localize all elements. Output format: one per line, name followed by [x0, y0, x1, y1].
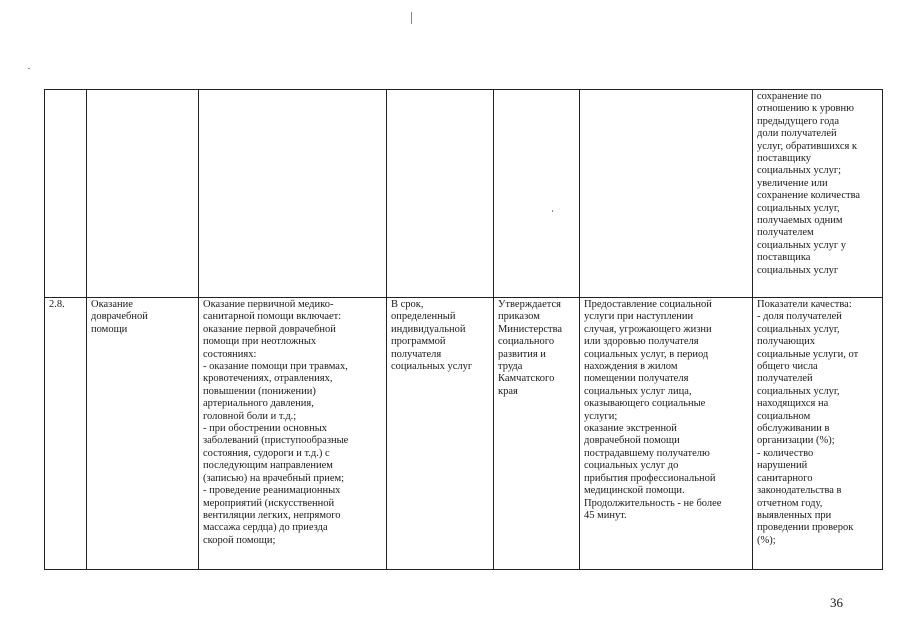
cell-description: Оказание первичной медико- санитарной помощи включает: оказание первой доврачебной помощи при неотложных состояниях: - оказание помощи при травмах, кровотечениях, отравлениях, повышении (понижении) артериального давления, головной боли и т.д.; - при обострении основных заболеваний (приступообразные состояния, судороги и т.д.) с последующим направлением (записью) на врачебный прием; - проведение реанимационных мероприятий (искусственной вентиляции легких, непрямого массажа сердца) до приезда скорой помощи; [199, 298, 387, 570]
cell-term [387, 90, 494, 298]
cell-conditions: Предоставление социальной услуги при наступлении случая, угрожающего жизни или здоровью получателя социальных услуг, в период нахождения в жилом помещении получателя социальных услуг лица, оказывающего социальные услуги; оказание экстренной доврачебной помощи пострадавшему получателю социальных услуг до прибытия профессиональной медицинской помощи. Продолжительность - не более 45 минут. [580, 298, 753, 570]
cell-tariff: Утверждается приказом Министерства социального развития и труда Камчатского края [494, 298, 580, 570]
page-number: 36 [830, 595, 843, 610]
scan-speck [28, 68, 30, 69]
cell-name: Оказание доврачебной помощи [87, 298, 199, 570]
table-row [45, 90, 883, 298]
table-row [45, 298, 883, 570]
cell-description [199, 90, 387, 298]
cell-quality: сохранение по отношению к уровню предыдущего года доли получателей услуг, обратившихся к поставщику социальных услуг; увеличение или сохранение количества социальных услуг, получаемых одним получателем социальных услуг у поставщика социальных услуг [753, 90, 883, 298]
scan-speck [411, 12, 412, 24]
cell-num: 2.8. [45, 298, 87, 570]
cell-quality: Показатели качества: - доля получателей социальных услуг, получающих социальные услуги, от общего числа получателей социальных услуг, находящихся на социальном обслуживании в организации (%); - количество нарушений санитарного законодательства в отчетном году, выявленных при проведении проверок (%); [753, 298, 883, 570]
services-table [44, 89, 883, 570]
cell-num [45, 90, 87, 298]
cell-name [87, 90, 199, 298]
cell-tariff [494, 90, 580, 298]
cell-term: В срок, определенный индивидуальной программой получателя социальных услуг [387, 298, 494, 570]
cell-conditions [580, 90, 753, 298]
